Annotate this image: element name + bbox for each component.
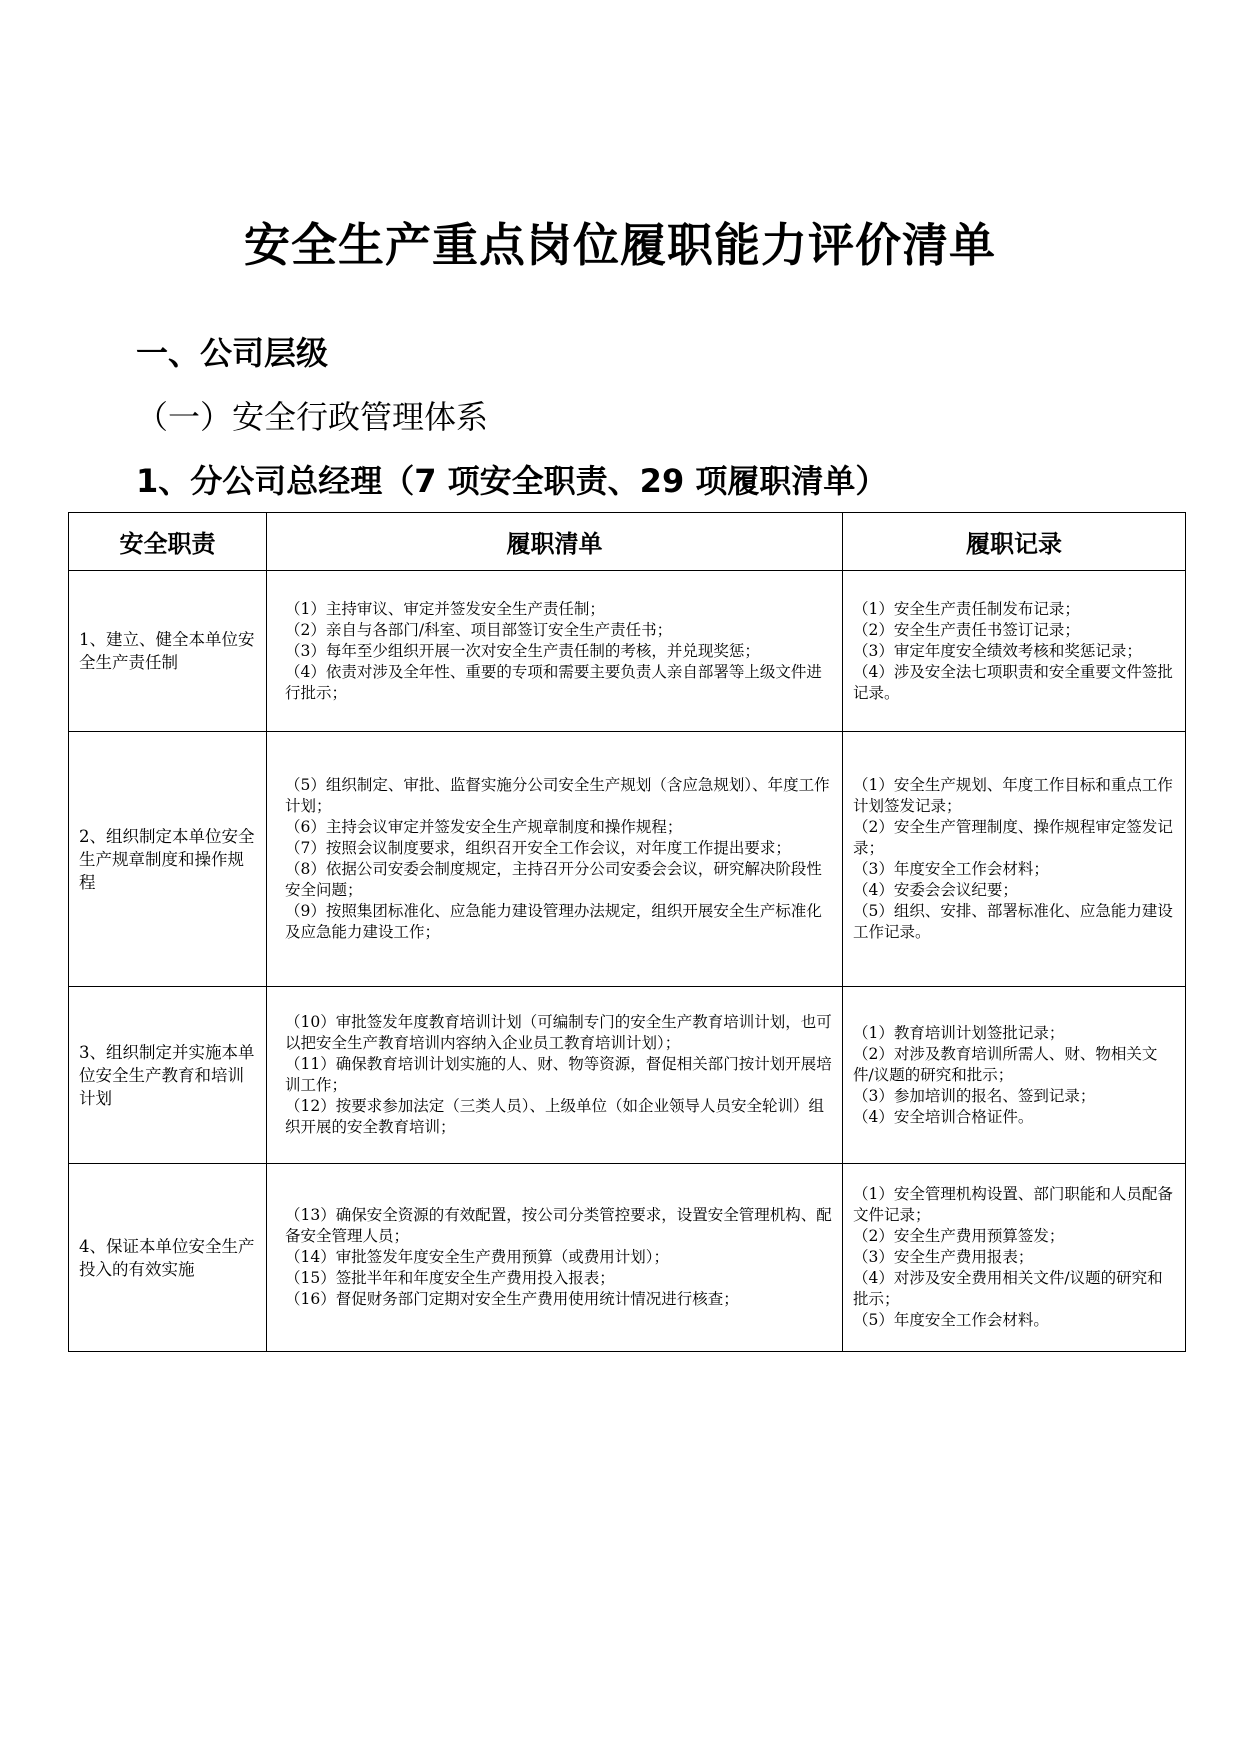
- record-item: （3）安全生产费用报表；: [853, 1248, 1034, 1266]
- responsibility-cell: 2、组织制定本单位安全生产规章制度和操作规程: [69, 732, 267, 987]
- record-item: （2）安全生产责任书签订记录；: [853, 620, 1080, 639]
- records-cell: [843, 571, 1186, 732]
- record-item: （5）年度安全工作会材料。: [853, 1311, 1049, 1329]
- record-item: （3）参加培训的报名、签到记录；: [853, 1086, 1096, 1105]
- checklist-item: （16）督促财务部门定期对安全生产费用使用统计情况进行核查；: [285, 1290, 739, 1308]
- responsibility-cell: 3、组织制定并实施本单位安全生产教育和培训计划: [69, 987, 267, 1164]
- responsibility-cell: 1、建立、健全本单位安全生产责任制: [69, 571, 267, 732]
- table-row: [69, 571, 1186, 732]
- checklist-item: （8）依据公司安委会制度规定，主持召开分公司安委会会议，研究解决阶段性安全问题；: [285, 860, 822, 899]
- checklist-item: （4）依责对涉及全年性、重要的专项和需要主要负责人亲自部署等上级文件进行批示；: [285, 662, 822, 702]
- checklist-item: （13）确保安全资源的有效配置，按公司分类管控要求，设置安全管理机构、配备安全管理人员；: [285, 1206, 832, 1245]
- checklist-item: （5）组织制定、审批、监督实施分公司安全生产规划（含应急规划）、年度工作计划；: [285, 776, 830, 815]
- checklist-item: （14）审批签发年度安全生产费用预算（或费用计划）；: [285, 1248, 669, 1266]
- record-item: （4）对涉及安全费用相关文件/议题的研究和批示；: [853, 1269, 1163, 1308]
- record-item: （3）年度安全工作会材料；: [853, 860, 1049, 878]
- checklist-cell: [267, 732, 843, 987]
- record-item: （2）安全生产费用预算签发；: [853, 1227, 1065, 1245]
- checklist-item: （12）按要求参加法定（三类人员）、上级单位（如企业领导人员安全轮训）组织开展的安全教育培训；: [285, 1097, 824, 1136]
- checklist-item: （15）签批半年和年度安全生产费用投入报表；: [285, 1269, 615, 1287]
- record-item: （4）安全培训合格证件。: [853, 1107, 1034, 1126]
- table-row: [69, 732, 1186, 987]
- record-item: （3）审定年度安全绩效考核和奖惩记录；: [853, 641, 1142, 660]
- records-cell: [843, 987, 1186, 1164]
- checklist-cell: [267, 987, 843, 1164]
- checklist-item: （11）确保教育培训计划实施的人、财、物等资源，督促相关部门按计划开展培训工作；: [285, 1055, 832, 1094]
- checklist-item: （10）审批签发年度教育培训计划（可编制专门的安全生产教育培训计划，也可以把安全生产教育培训内容纳入企业员工教育培训计划）；: [285, 1013, 832, 1052]
- record-item: （1）教育培训计划签批记录；: [853, 1023, 1065, 1042]
- header-records: 履职记录: [843, 513, 1186, 571]
- checklist-item: （9）按照集团标准化、应急能力建设管理办法规定，组织开展安全生产标准化及应急能力建设工作；: [285, 902, 822, 941]
- checklist-item: （6）主持会议审定并签发安全生产规章制度和操作规程；: [285, 818, 683, 836]
- position-heading: 1、分公司总经理（7 项安全职责、29 项履职清单）: [136, 462, 888, 500]
- record-item: （2）对涉及教育培训所需人、财、物相关文件/议题的研究和批示；: [853, 1044, 1158, 1084]
- header-checklist: 履职清单: [267, 513, 843, 571]
- record-item: （2）安全生产管理制度、操作规程审定签发记录；: [853, 818, 1173, 857]
- subsection-heading: （一）安全行政管理体系: [136, 398, 489, 436]
- duty-table: [68, 512, 1186, 1352]
- records-cell: [843, 732, 1186, 987]
- records-cell: [843, 1164, 1186, 1352]
- checklist-item: （2）亲自与各部门/科室、项目部签订安全生产责任书；: [285, 620, 673, 639]
- checklist-item: （3）每年至少组织开展一次对安全生产责任制的考核，并兑现奖惩；: [285, 641, 760, 660]
- section-heading: 一、公司层级: [136, 334, 329, 372]
- page-title: 安全生产重点岗位履职能力评价清单: [244, 218, 996, 272]
- responsibility-cell: 4、保证本单位安全生产投入的有效实施: [69, 1164, 267, 1352]
- checklist-cell: [267, 571, 843, 732]
- checklist-item: （7）按照会议制度要求，组织召开安全工作会议，对年度工作提出要求；: [285, 839, 791, 857]
- record-item: （5）组织、安排、部署标准化、应急能力建设工作记录。: [853, 902, 1173, 941]
- record-item: （4）安委会会议纪要；: [853, 881, 1018, 899]
- header-responsibility: 安全职责: [69, 513, 267, 571]
- record-item: （1）安全生产责任制发布记录；: [853, 599, 1080, 618]
- table-header-row: [69, 513, 1186, 571]
- record-item: （1）安全生产规划、年度工作目标和重点工作计划签发记录；: [853, 776, 1173, 815]
- checklist-item: （1）主持审议、审定并签发安全生产责任制；: [285, 599, 605, 618]
- table-row: [69, 1164, 1186, 1352]
- checklist-cell: [267, 1164, 843, 1352]
- record-item: （4）涉及安全法七项职责和安全重要文件签批记录。: [853, 662, 1173, 702]
- record-item: （1）安全管理机构设置、部门职能和人员配备文件记录；: [853, 1185, 1173, 1224]
- table-row: [69, 987, 1186, 1164]
